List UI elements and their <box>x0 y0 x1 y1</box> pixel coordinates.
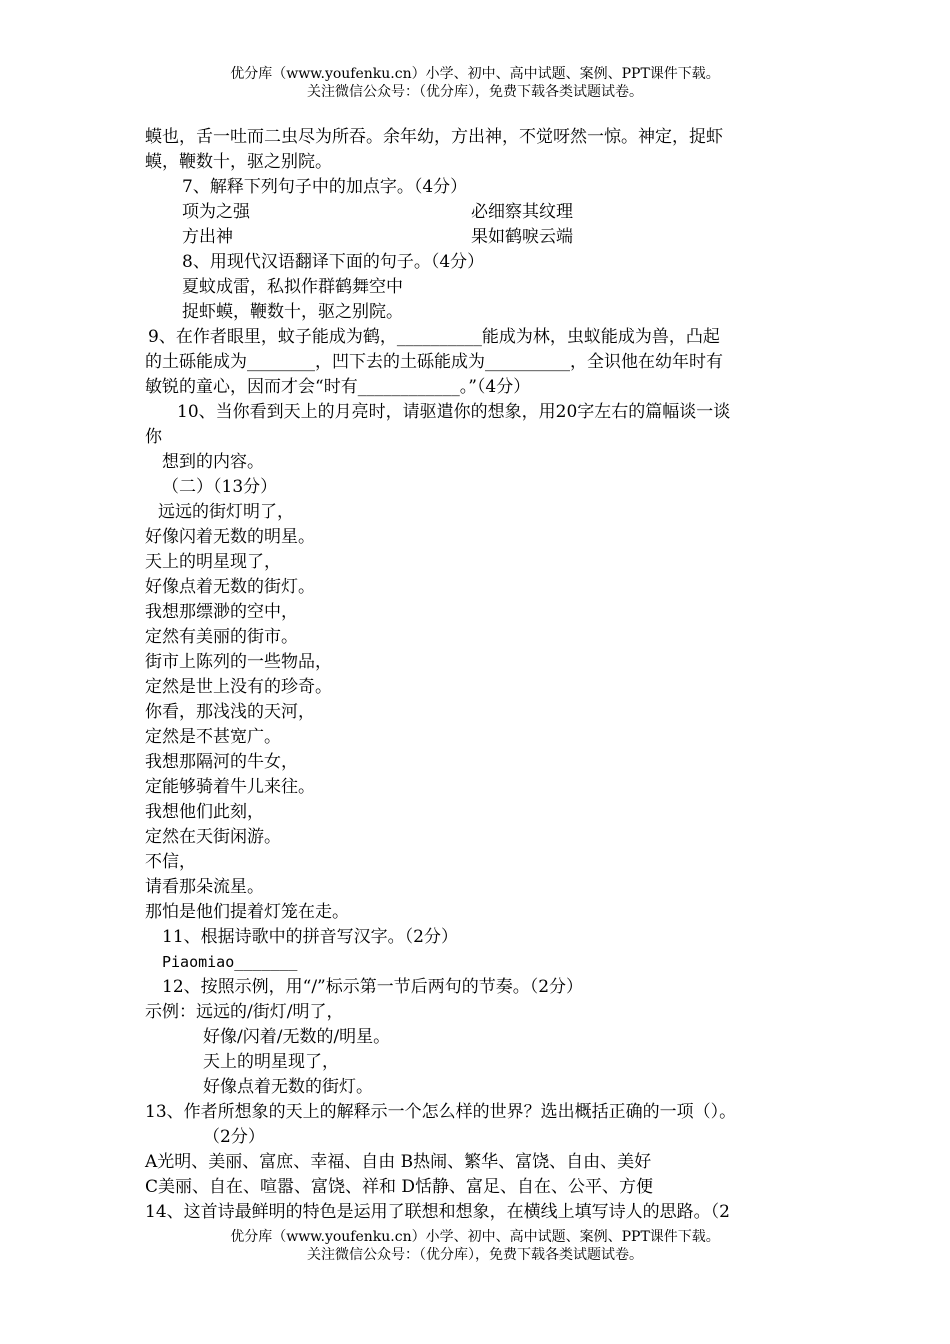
poem-line: 定能够骑着牛儿来往。 <box>145 777 315 797</box>
q10-line-1: 10、当你看到天上的月亮时，请驱遣你的想象，用20字左右的篇幅谈一谈 <box>177 402 731 422</box>
q7-title: 7、解释下列句子中的加点字。（4分） <box>182 177 468 197</box>
q7-item-3: 方出神 <box>182 227 233 247</box>
q8-item-2: 捉虾蟆，鞭数十，驱之别院。 <box>182 302 403 322</box>
poem-line: 我想他们此刻， <box>145 802 264 822</box>
q11-title: 11、根据诗歌中的拼音写汉字。（2分） <box>162 927 458 947</box>
poem-line: 定然是不甚宽广。 <box>145 727 281 747</box>
poem-line: 不信， <box>145 852 196 872</box>
footer-line-2: 关注微信公众号：（优分库），免费下载各类试题试卷。 <box>307 1247 643 1263</box>
q12-line-3: 好像点着无数的街灯。 <box>203 1077 373 1097</box>
q8-item-1: 夏蚊成雷，私拟作群鹤舞空中 <box>182 277 403 297</box>
q10-line-2: 你 <box>145 427 162 447</box>
poem-line: 街市上陈列的一些物品， <box>145 652 332 672</box>
poem-line: 你看，那浅浅的天河， <box>145 702 315 722</box>
q13-options-cd: C美丽、自在、喧嚣、富饶、祥和 D恬静、富足、自在、公平、方便 <box>145 1177 654 1197</box>
poem-line: 请看那朵流星。 <box>145 877 264 897</box>
q14-title: 14、这首诗最鲜明的特色是运用了联想和想象，在横线上填写诗人的思路。（2 <box>145 1202 730 1222</box>
poem-line: 我想那缥渺的空中， <box>145 602 298 622</box>
section-2-heading: （二）（13分） <box>162 477 278 497</box>
header-line-1: 优分库（www.youfenku.cn）小学、初中、高中试题、案例、PPT课件下载。 <box>230 66 720 82</box>
poem-line: 定然有美丽的街市。 <box>145 627 298 647</box>
poem-line: 定然是世上没有的珍奇。 <box>145 677 332 697</box>
poem-line: 好像点着无数的街灯。 <box>145 577 315 597</box>
q7-item-2: 必细察其纹理 <box>471 202 573 222</box>
passage-line-1: 蟆也，舌一吐而二虫尽为所吞。余年幼，方出神，不觉呀然一惊。神定，捉虾 <box>145 127 723 147</box>
passage-line-2: 蟆，鞭数十，驱之别院。 <box>145 152 332 172</box>
q9-line-2: 的土砾能成为________，凹下去的土砾能成为__________，全识他在幼年时有 <box>145 352 723 372</box>
q12-title: 12、按照示例，用“/”标示第一节后两句的节奏。（2分） <box>162 977 584 997</box>
q12-line-1: 好像/闪着/无数的/明星。 <box>203 1027 391 1047</box>
q13-score: （2分） <box>203 1127 265 1147</box>
q7-item-4: 果如鹤唳云端 <box>471 227 573 247</box>
poem-line: 我想那隔河的牛女， <box>145 752 298 772</box>
header-line-2: 关注微信公众号：（优分库），免费下载各类试题试卷。 <box>307 84 643 100</box>
q11-answer-blank: Piaomiao_______ <box>162 953 298 971</box>
poem-line: 定然在天街闲游。 <box>145 827 281 847</box>
q7-item-1: 项为之强 <box>182 202 250 222</box>
poem-line: 远远的街灯明了， <box>158 502 294 522</box>
q8-title: 8、用现代汉语翻译下面的句子。（4分） <box>182 252 485 272</box>
q12-line-2: 天上的明星现了， <box>203 1052 339 1072</box>
q12-example: 示例：远远的/街灯/明了， <box>145 1002 344 1022</box>
q13-title: 13、作者所想象的天上的解释示一个怎么样的世界？选出概括正确的一项（）。 <box>145 1102 737 1122</box>
q10-line-3: 想到的内容。 <box>162 452 264 472</box>
poem-line: 那怕是他们提着灯笼在走。 <box>145 902 349 922</box>
q13-options-ab: A光明、美丽、富庶、幸福、自由 B热闹、繁华、富饶、自由、美好 <box>145 1152 652 1172</box>
poem-line: 天上的明星现了， <box>145 552 281 572</box>
footer-line-1: 优分库（www.youfenku.cn）小学、初中、高中试题、案例、PPT课件下载。 <box>230 1229 720 1245</box>
q9-line-1: 9、在作者眼里，蚊子能成为鹤，__________能成为林，虫蚁能成为兽，凸起 <box>148 327 720 347</box>
poem-line: 好像闪着无数的明星。 <box>145 527 315 547</box>
q9-line-3: 敏锐的童心，因而才会“时有____________。”（4分） <box>145 377 531 397</box>
